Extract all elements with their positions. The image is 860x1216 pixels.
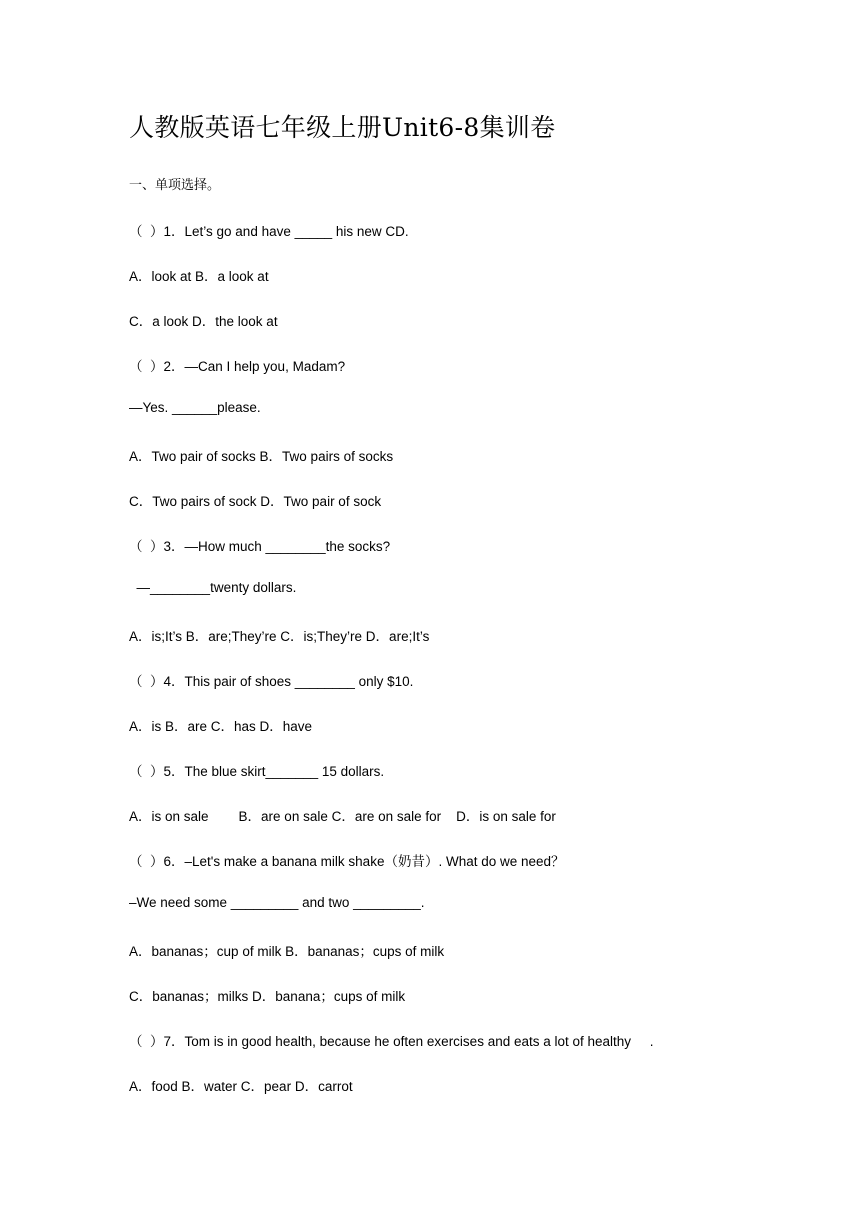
question-1-options-ab: A．look at B．a look at <box>129 269 269 284</box>
question-4: （ ）4．This pair of shoes ________ only $10. <box>129 674 414 689</box>
section-heading: 一、单项选择。 <box>129 178 221 193</box>
question-2: （ ）2．—Can I help you, Madam? <box>129 359 346 374</box>
question-3-reply: —________twenty dollars. <box>129 580 297 595</box>
question-5-options: A．is on sale B．are on sale C．are on sale for D．is on sale for <box>129 809 556 824</box>
question-2-reply: —Yes. ______please. <box>129 400 261 415</box>
question-4-options: A．is B．are C．has D．have <box>129 719 313 734</box>
question-5: （ ）5．The blue skirt_______ 15 dollars. <box>129 764 385 779</box>
question-3: （ ）3．—How much ________the socks? <box>129 539 391 554</box>
question-1: （ ）1．Let’s go and have _____ his new CD. <box>129 224 409 239</box>
question-6: （ ）6．–Let's make a banana milk shake（奶昔）. What do we need？ <box>129 854 565 869</box>
document-title: 人教版英语七年级上册Unit6-8集训卷 <box>129 113 556 142</box>
question-6-options-ab: A．bananas；cup of milk B．bananas；cups of milk <box>129 944 445 959</box>
question-2-options-cd: C．Two pairs of sock D．Two pair of sock <box>129 494 382 509</box>
question-1-options-cd: C．a look D．the look at <box>129 314 278 329</box>
question-3-options: A．is;It’s B．are;They’re C．is;They’re D．are;It’s <box>129 629 430 644</box>
question-7-options: A．food B．water C．pear D．carrot <box>129 1079 353 1094</box>
question-2-options-ab: A．Two pair of socks B．Two pairs of socks <box>129 449 394 464</box>
question-6-reply: –We need some _________ and two _________. <box>129 895 425 910</box>
question-7: （ ）7．Tom is in good health, because he often exercises and eats a lot of healthy . <box>129 1034 654 1049</box>
question-6-options-cd: C．bananas；milks D．banana；cups of milk <box>129 989 406 1004</box>
